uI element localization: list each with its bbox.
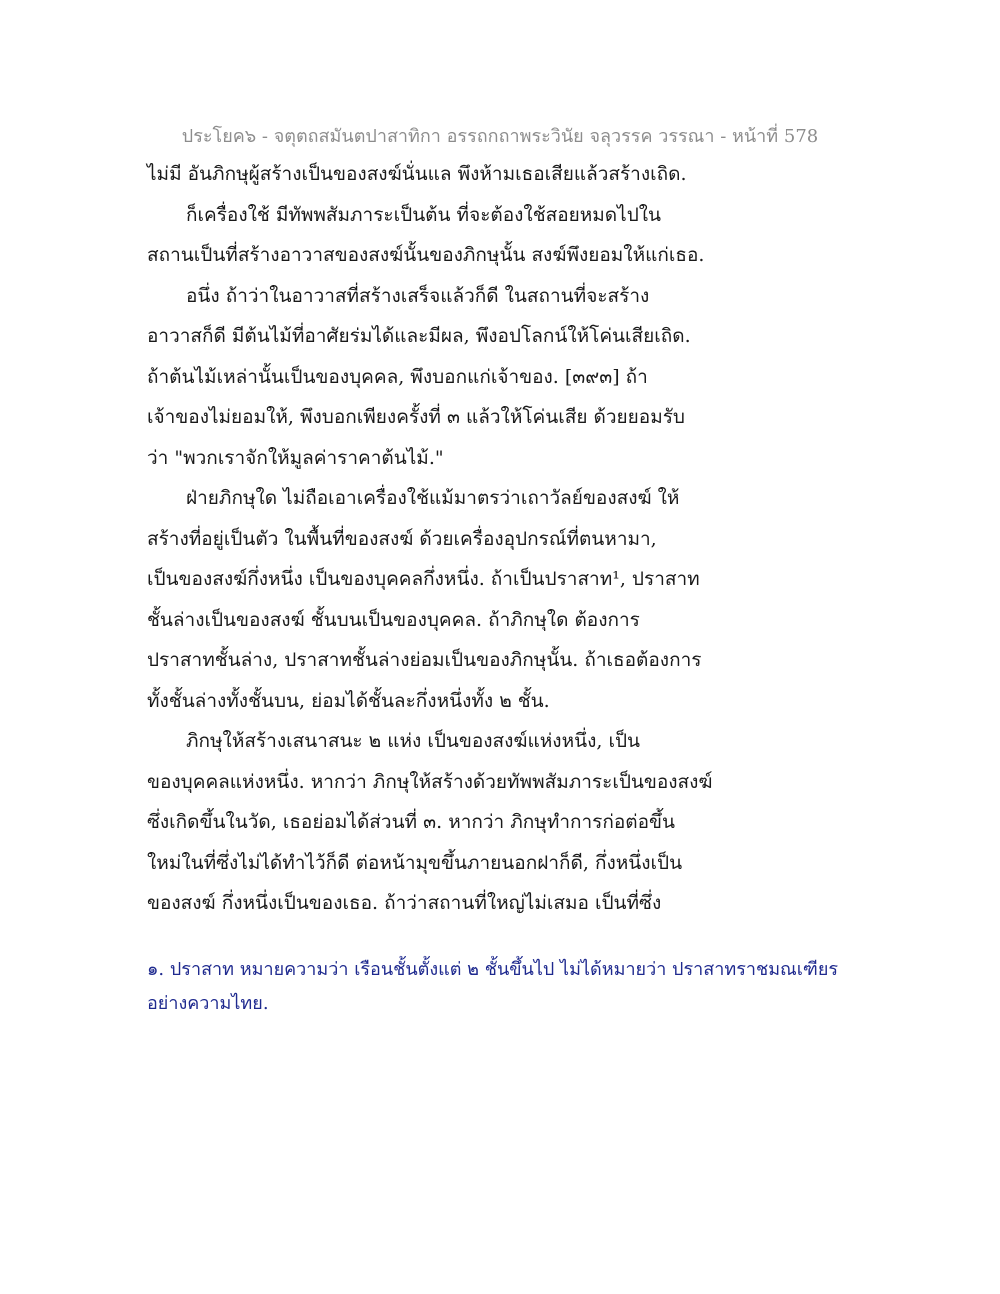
body-line: ปราสาทชั้นล่าง, ปราสาทชั้นล่างย่อมเป็นของภิกษุนั้น. ถ้าเธอต้องการ <box>147 649 702 671</box>
body-line: ชั้นล่างเป็นของสงฆ์ ชั้นบนเป็นของบุคคล. ถ้าภิกษุใด ต้องการ <box>147 608 640 631</box>
body-line: ก็เครื่องใช้ มีทัพพสัมภาระเป็นต้น ที่จะต้องใช้สอยหมดไปใน <box>186 203 662 226</box>
body-line: ของสงฆ์ กึ่งหนึ่งเป็นของเธอ. ถ้าว่าสถานที่ใหญ่ไม่เสมอ เป็นที่ซึ่ง <box>147 892 662 914</box>
body-line: ของบุคคลแห่งหนึ่ง. หากว่า ภิกษุให้สร้างด้วยทัพพสัมภาระเป็นของสงฆ์ <box>147 770 713 793</box>
body-line: เจ้าของไม่ยอมให้, พึงบอกเพียงครั้งที่ ๓ แล้วให้โค่นเสีย ด้วยยอมรับ <box>147 406 685 428</box>
body-line: ฝ่ายภิกษุใด ไม่ถือเอาเครื่องใช้แม้มาตรว่าเถาวัลย์ของสงฆ์ ให้ <box>186 487 680 509</box>
body-line: ทั้งชั้นล่างทั้งชั้นบน, ย่อมได้ชั้นละกึ่งหนึ่งทั้ง ๒ ชั้น. <box>147 689 550 712</box>
footnote <box>147 953 867 1021</box>
body-text <box>147 154 867 924</box>
body-line: สถานเป็นที่สร้างอาวาสของสงฆ์นั้นของภิกษุนั้น สงฆ์พึงยอมให้แก่เธอ. <box>147 244 705 266</box>
footnote-line: ๑. ปราสาท หมายความว่า เรือนชั้นตั้งแต่ ๒ ชั้นขึ้นไป ไม่ได้หมายว่า ปราสาทราชมณเฑียร <box>147 959 839 980</box>
body-line: อนึ่ง ถ้าว่าในอาวาสที่สร้างเสร็จแล้วก็ดี ในสถานที่จะสร้าง <box>186 284 650 307</box>
body-line: สร้างที่อยู่เป็นตัว ในพื้นที่ของสงฆ์ ด้วยเครื่องอุปกรณ์ที่ตนหามา, <box>147 527 657 550</box>
footnote-line: อย่างความไทย. <box>147 993 269 1014</box>
body-line: ภิกษุให้สร้างเสนาสนะ ๒ แห่ง เป็นของสงฆ์แห่งหนึ่ง, เป็น <box>186 730 640 752</box>
page-header: ประโยค๖ - จตุตถสมันตปาสาทิกา อรรถกถาพระวินัย จลุวรรค วรรณา - หน้าที่ 578 <box>181 126 819 147</box>
body-line: อาวาสก็ดี มีต้นไม้ที่อาศัยร่มได้และมีผล, พึงอปโลกน์ให้โค่นเสียเถิด. <box>147 325 691 347</box>
body-line: ว่า "พวกเราจักให้มูลค่าราคาต้นไม้." <box>147 446 444 469</box>
body-line: เป็นของสงฆ์กึ่งหนึ่ง เป็นของบุคคลกึ่งหนึ่ง. ถ้าเป็นปราสาท¹, ปราสาท <box>147 568 700 590</box>
body-line: ใหม่ในที่ซึ่งไม่ได้ทำไว้ก็ดี ต่อหน้ามุขขึ้นภายนอกฝาก็ดี, กึ่งหนึ่งเป็น <box>147 851 683 874</box>
body-line: ซึ่งเกิดขึ้นในวัด, เธอย่อมได้ส่วนที่ ๓. หากว่า ภิกษุทำการก่อต่อขึ้น <box>147 811 676 833</box>
body-line: ถ้าต้นไม้เหล่านั้นเป็นของบุคคล, พึงบอกแก่เจ้าของ. [๓๙๓] ถ้า <box>147 365 648 388</box>
body-line: ไม่มี อันภิกษุผู้สร้างเป็นของสงฆ์นั่นแล พึงห้ามเธอเสียแล้วสร้างเถิด. <box>147 163 687 185</box>
